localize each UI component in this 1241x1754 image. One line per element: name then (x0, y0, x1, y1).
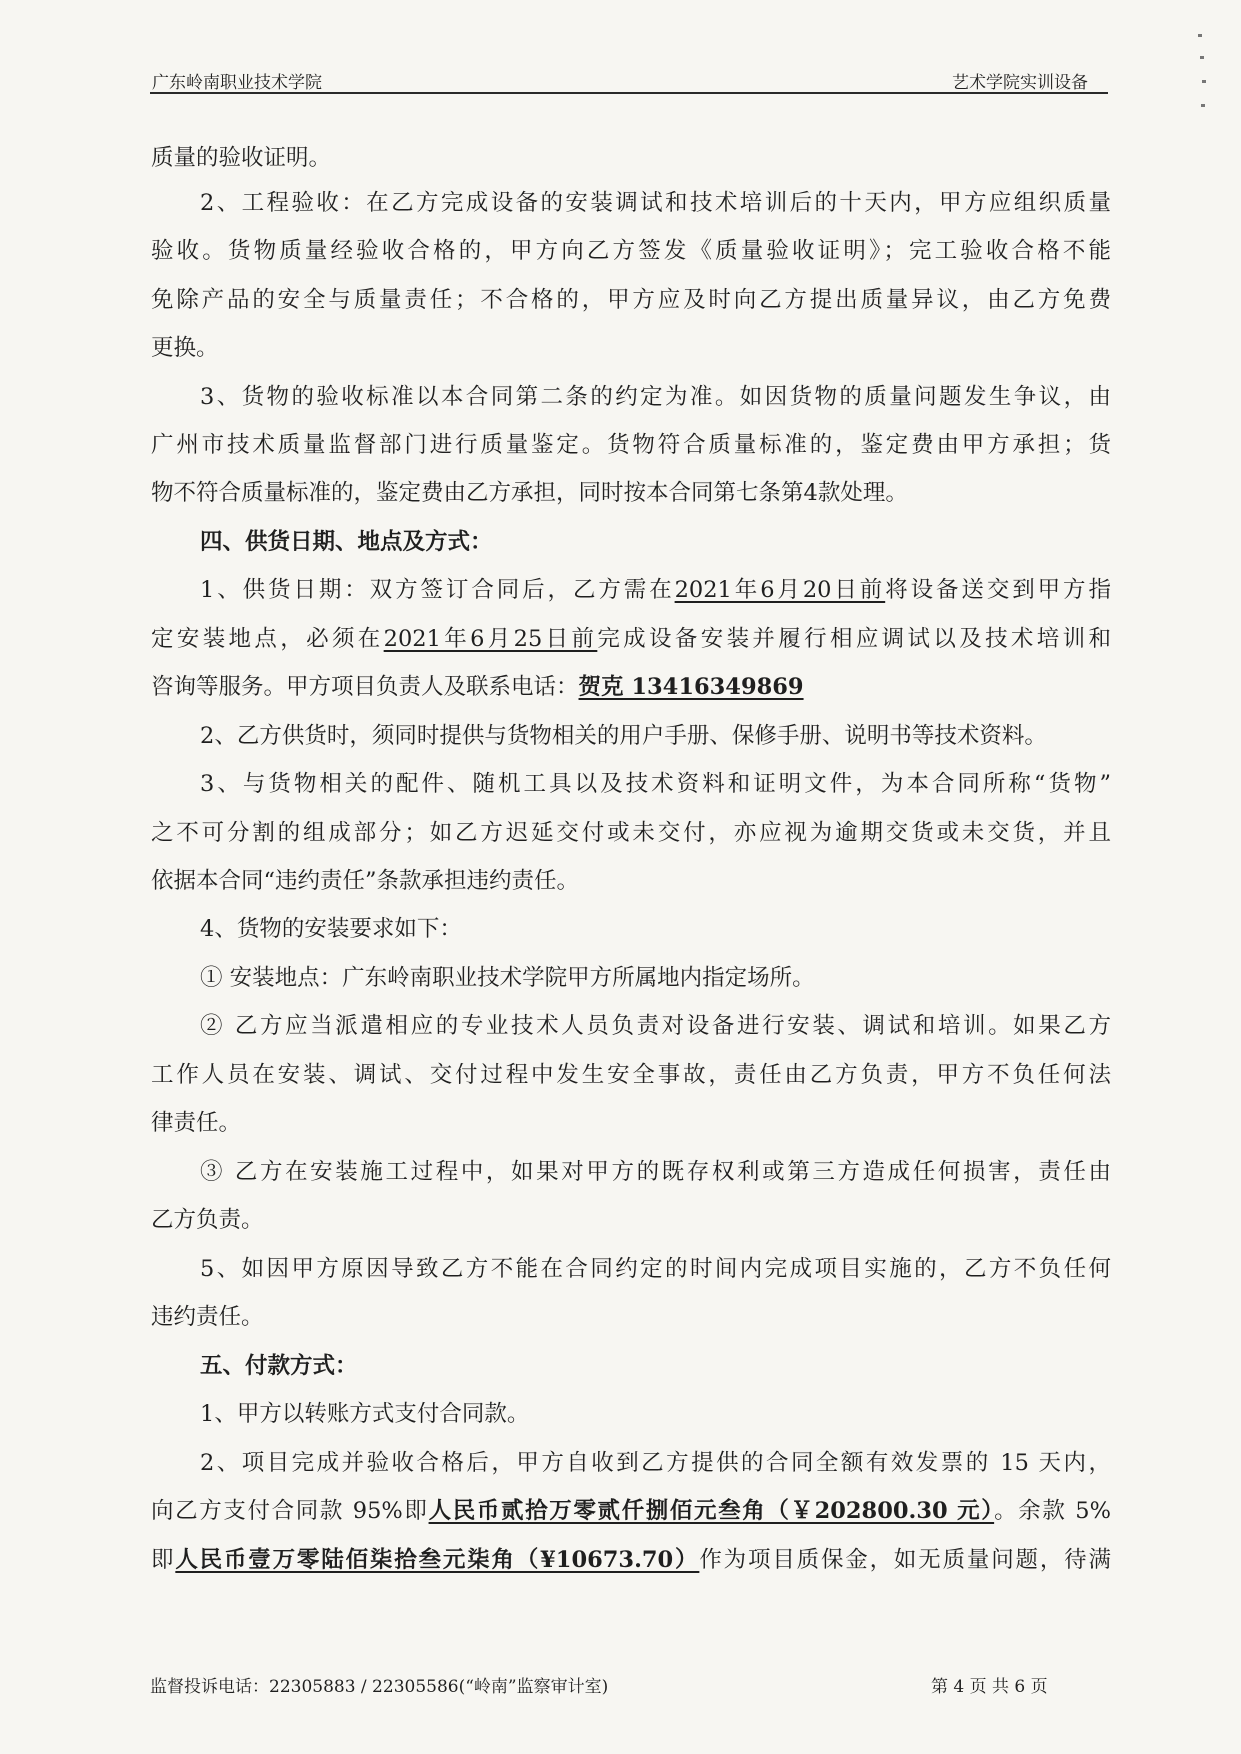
body-line: 依据本合同“违约责任”条款承担违约责任。 (151, 868, 580, 894)
body-line: 违约责任。 (151, 1304, 264, 1330)
body-line (151, 1545, 1111, 1575)
text-run: 定安装地点，必须在 (151, 626, 384, 652)
text-run: 将设备送交到甲方指 (885, 577, 1111, 603)
body-line: ③ 乙方在安装施工过程中，如果对甲方的既存权利或第三方造成任何损害，责任由 (200, 1159, 1111, 1185)
body-line: 更换。 (151, 335, 219, 361)
retention-amount: 人民币壹万零陆佰柒拾叁元柒角（¥10673.70） (175, 1547, 700, 1573)
body-line: 律责任。 (151, 1110, 242, 1136)
body-line: 物不符合质量标准的，鉴定费由乙方承担，同时按本合同第七条第4款处理。 (151, 480, 908, 506)
payment-amount: 人民币贰拾万零贰仟捌佰元叁角（￥202800.30 元） (428, 1498, 995, 1524)
scan-speck (1198, 34, 1202, 37)
body-line: ② 乙方应当派遣相应的专业技术人员负责对设备进行安装、调试和培训。如果乙方 (200, 1013, 1111, 1039)
footer-page-number: 第 4 页 共 6 页 (931, 1677, 1048, 1697)
installation-date: 2021年6月25日前 (383, 626, 598, 652)
text-run: 作为项目质保金，如无质量问题，待满 (699, 1547, 1111, 1573)
section-heading: 四、供货日期、地点及方式： (200, 529, 493, 555)
text-run: 咨询等服务。甲方项目负责人及联系电话： (151, 674, 579, 700)
delivery-date: 2021年6月20日前 (674, 577, 886, 603)
footer-complaint-hotline: 监督投诉电话：22305883 / 22305586(“岭南”监察审计室) (150, 1677, 609, 1697)
body-line: 1、甲方以转账方式支付合同款。 (200, 1401, 530, 1427)
body-line: 2、工程验收：在乙方完成设备的安装调试和技术培训后的十天内，甲方应组织质量 (200, 190, 1111, 216)
section-heading: 五、付款方式： (200, 1353, 358, 1379)
scan-speck (1202, 80, 1206, 83)
scan-speck (1201, 104, 1205, 107)
body-line: 2、项目完成并验收合格后，甲方自收到乙方提供的合同全额有效发票的 15 天内， (200, 1450, 1111, 1476)
text-run: 即 (151, 1547, 176, 1573)
text-run: 向乙方支付合同款 95%即 (151, 1498, 429, 1524)
text-run: 1、供货日期：双方签订合同后，乙方需在 (200, 577, 675, 603)
body-line (151, 624, 1111, 654)
header-department: 艺术学院实训设备 (952, 73, 1088, 93)
text-run: 完成设备安装并履行相应调试以及技术培训和 (597, 626, 1111, 652)
body-line: 3、与货物相关的配件、随机工具以及技术资料和证明文件，为本合同所称“货物” (200, 771, 1111, 797)
body-line: 乙方负责。 (151, 1207, 264, 1233)
body-line: 3、货物的验收标准以本合同第二条的约定为准。如因货物的质量问题发生争议，由 (200, 384, 1111, 410)
project-contact: 贺克 13416349869 (578, 674, 804, 700)
body-line (151, 1496, 1111, 1526)
page-header (150, 64, 1108, 94)
text-run: 。余款 5% (994, 1498, 1111, 1524)
body-line: 4、货物的安装要求如下： (200, 916, 462, 942)
body-line (200, 575, 1111, 605)
body-line: 广州市技术质量监督部门进行质量鉴定。货物符合质量标准的，鉴定费由甲方承担；货 (151, 432, 1111, 458)
body-line (151, 672, 1111, 702)
body-line: 验收。货物质量经验收合格的，甲方向乙方签发《质量验收证明》；完工验收合格不能 (151, 238, 1111, 264)
scan-speck (1200, 56, 1204, 59)
body-line: 2、乙方供货时，须同时提供与货物相关的用户手册、保修手册、说明书等技术资料。 (200, 723, 1047, 749)
body-line: 5、如因甲方原因导致乙方不能在合同约定的时间内完成项目实施的，乙方不负任何 (200, 1256, 1111, 1282)
header-institution: 广东岭南职业技术学院 (152, 73, 322, 93)
body-line: ① 安装地点：广东岭南职业技术学院甲方所属地内指定场所。 (200, 965, 815, 991)
body-line: 工作人员在安装、调试、交付过程中发生安全事故，责任由乙方负责，甲方不负任何法 (151, 1062, 1111, 1088)
body-line: 之不可分割的组成部分；如乙方迟延交付或未交付，亦应视为逾期交货或未交货，并且 (151, 820, 1111, 846)
body-line: 免除产品的安全与质量责任；不合格的，甲方应及时向乙方提出质量异议，由乙方免费 (151, 287, 1111, 313)
body-line: 质量的验收证明。 (151, 145, 332, 171)
